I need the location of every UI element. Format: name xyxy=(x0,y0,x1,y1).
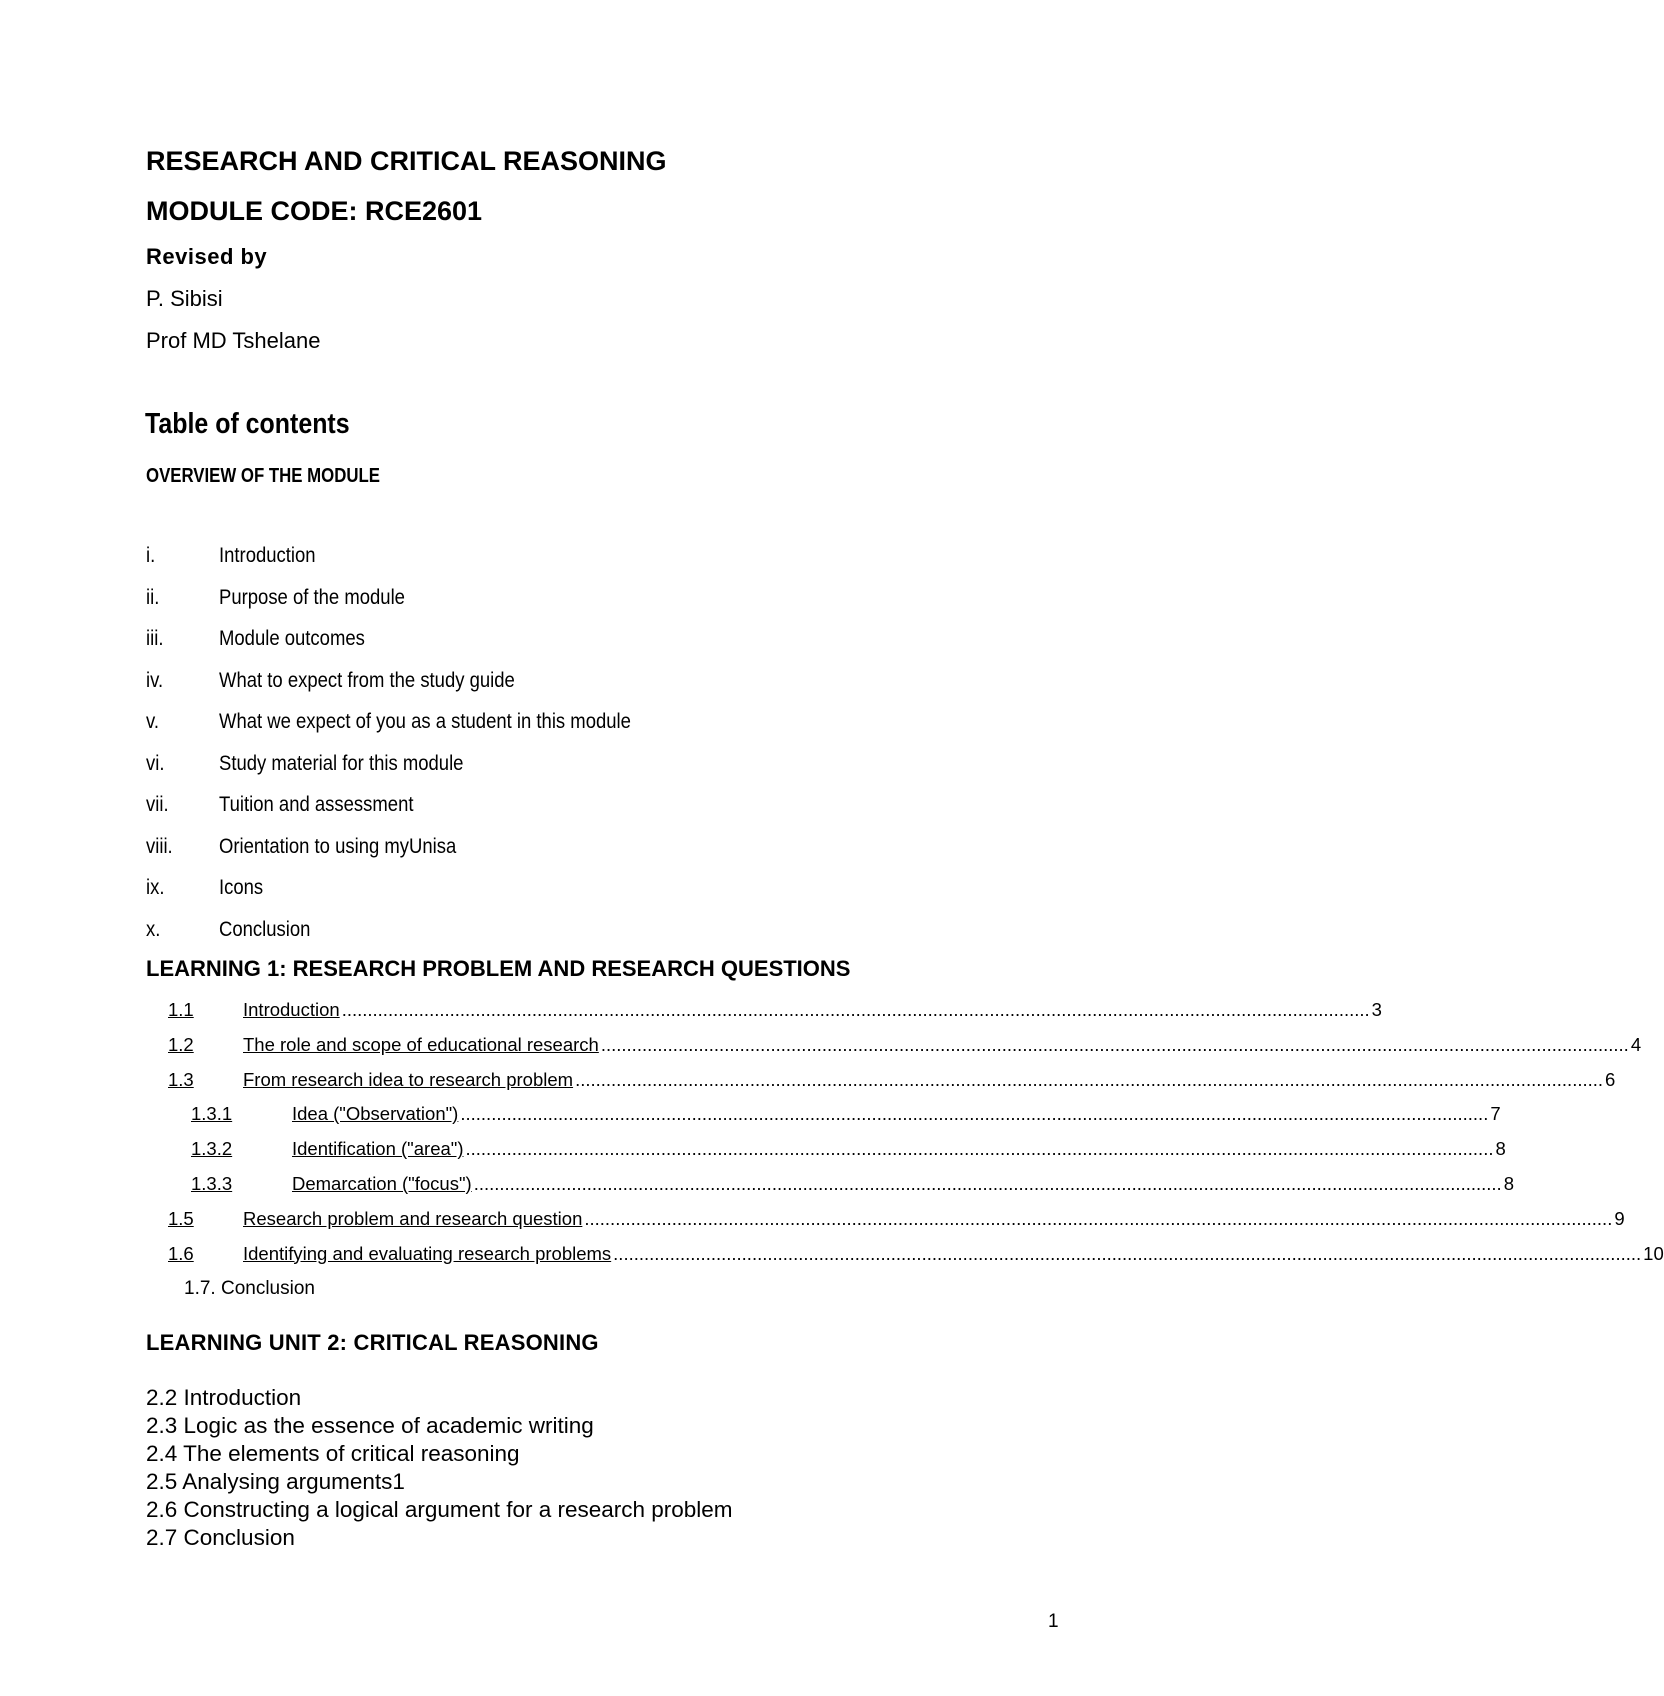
toc-page-number: 8 xyxy=(1495,1138,1506,1160)
item-text: Module outcomes xyxy=(219,627,365,650)
toc-entry[interactable] xyxy=(146,1207,1625,1243)
unit2-item: 2.6 Constructing a logical argument for a research problem xyxy=(146,1497,733,1522)
item-number: iii. xyxy=(146,627,164,650)
toc-entry-number[interactable]: 1.3.1 xyxy=(191,1103,233,1125)
dot-leader: ........................................................................................................................................................................................................ xyxy=(465,1138,1494,1160)
item-number: viii. xyxy=(146,834,173,858)
toc-page-number: 8 xyxy=(1503,1172,1514,1194)
toc-entry-link[interactable]: The role and scope of educational research xyxy=(243,1033,599,1055)
dot-leader: ........................................................................................................................................................................................................ xyxy=(473,1172,1502,1194)
toc-entry-number[interactable]: 1.3.2 xyxy=(191,1138,233,1160)
unit2-item: 2.4 The elements of critical reasoning xyxy=(146,1441,520,1466)
toc-entry-number[interactable]: 1.6 xyxy=(168,1242,194,1264)
item-text: Conclusion xyxy=(219,917,311,941)
unit2-item: 2.2 Introduction xyxy=(146,1385,302,1410)
toc-entry-link[interactable]: From research idea to research problem xyxy=(243,1068,574,1090)
item-text: What to expect from the study guide xyxy=(219,668,515,692)
toc-entry[interactable] xyxy=(146,1103,1501,1138)
toc-entry-link[interactable]: Identifying and evaluating research problems xyxy=(243,1242,612,1264)
module-code: MODULE CODE: RCE2601 xyxy=(146,196,483,226)
toc-entry-link[interactable]: Research problem and research question xyxy=(243,1207,583,1229)
toc-entry[interactable] xyxy=(146,1138,1506,1173)
revised-by-label: Revised by xyxy=(146,244,268,269)
toc-entry-link[interactable]: Demarcation ("focus") xyxy=(292,1172,472,1194)
toc-page-number: 6 xyxy=(1605,1068,1616,1090)
unit2-item: 2.3 Logic as the essence of academic writing xyxy=(146,1413,594,1438)
toc-entry[interactable] xyxy=(146,1172,1514,1208)
toc-entry-number[interactable]: 1.5 xyxy=(168,1207,194,1229)
toc-entry-link[interactable]: Introduction xyxy=(243,999,340,1020)
document-title: RESEARCH AND CRITICAL REASONING xyxy=(146,146,667,176)
dot-leader: ........................................................................................................................................................................................................ xyxy=(584,1207,1613,1229)
item-number: i. xyxy=(146,544,156,567)
toc-entry-number[interactable]: 1.1 xyxy=(168,999,194,1020)
item-number: iv. xyxy=(146,668,164,692)
toc-page-number: 9 xyxy=(1614,1207,1625,1229)
dot-leader: ........................................................................................................................................................................................................ xyxy=(613,1242,1642,1264)
toc-entry[interactable] xyxy=(146,1068,1616,1104)
unit2-item: 2.7 Conclusion xyxy=(146,1525,295,1550)
unit2-list xyxy=(146,1385,733,1553)
item-number: vi. xyxy=(146,751,165,775)
toc-entry[interactable] xyxy=(146,1242,1664,1278)
item-text: Orientation to using myUnisa xyxy=(219,834,457,858)
item-number: ii. xyxy=(146,585,160,609)
item-text: Purpose of the module xyxy=(219,585,405,609)
toc-page-number: 3 xyxy=(1371,999,1382,1020)
dot-leader: ........................................................................................................................................................................................................ xyxy=(575,1068,1604,1090)
toc-entry-link[interactable]: Idea ("Observation") xyxy=(292,1103,459,1125)
unit1-conclusion: 1.7. Conclusion xyxy=(184,1278,315,1299)
unit2-item: 2.5 Analysing arguments1 xyxy=(146,1469,405,1494)
unit2-heading: LEARNING UNIT 2: CRITICAL REASONING xyxy=(146,1330,599,1355)
toc-page-number: 4 xyxy=(1630,1033,1642,1055)
item-text: What we expect of you as a student in this module xyxy=(219,710,631,733)
toc-entry-number[interactable]: 1.2 xyxy=(168,1033,194,1055)
unit1-heading: LEARNING 1: RESEARCH PROBLEM AND RESEARCH QUESTIONS xyxy=(146,956,851,981)
page-number: 1 xyxy=(1048,1611,1059,1632)
item-number: x. xyxy=(146,917,161,941)
toc-entry[interactable] xyxy=(146,999,1382,1034)
item-text: Tuition and assessment xyxy=(219,793,414,816)
item-number: ix. xyxy=(146,876,165,899)
dot-leader: ........................................................................................................................................................................................................ xyxy=(600,1033,1629,1055)
toc-page-number: 7 xyxy=(1490,1103,1501,1125)
toc-entry[interactable] xyxy=(146,1033,1642,1069)
dot-leader: ........................................................................................................................................................................................................ xyxy=(341,999,1370,1020)
item-text: Introduction xyxy=(219,544,316,567)
unit1-toc-list xyxy=(146,999,1664,1277)
item-number: v. xyxy=(146,710,160,733)
toc-entry-number[interactable]: 1.3.3 xyxy=(191,1172,233,1194)
toc-entry-link[interactable]: Identification ("area") xyxy=(292,1138,464,1160)
item-text: Study material for this module xyxy=(219,751,464,775)
toc-heading: Table of contents xyxy=(145,408,350,440)
toc-page-number: 10 xyxy=(1643,1242,1664,1264)
item-text: Icons xyxy=(219,876,264,899)
toc-entry-number[interactable]: 1.3 xyxy=(168,1068,194,1090)
dot-leader: ........................................................................................................................................................................................................ xyxy=(460,1103,1489,1125)
author-name: P. Sibisi xyxy=(146,286,223,311)
overview-heading: OVERVIEW OF THE MODULE xyxy=(146,465,380,487)
item-number: vii. xyxy=(146,793,169,816)
author-name: Prof MD Tshelane xyxy=(146,328,321,353)
